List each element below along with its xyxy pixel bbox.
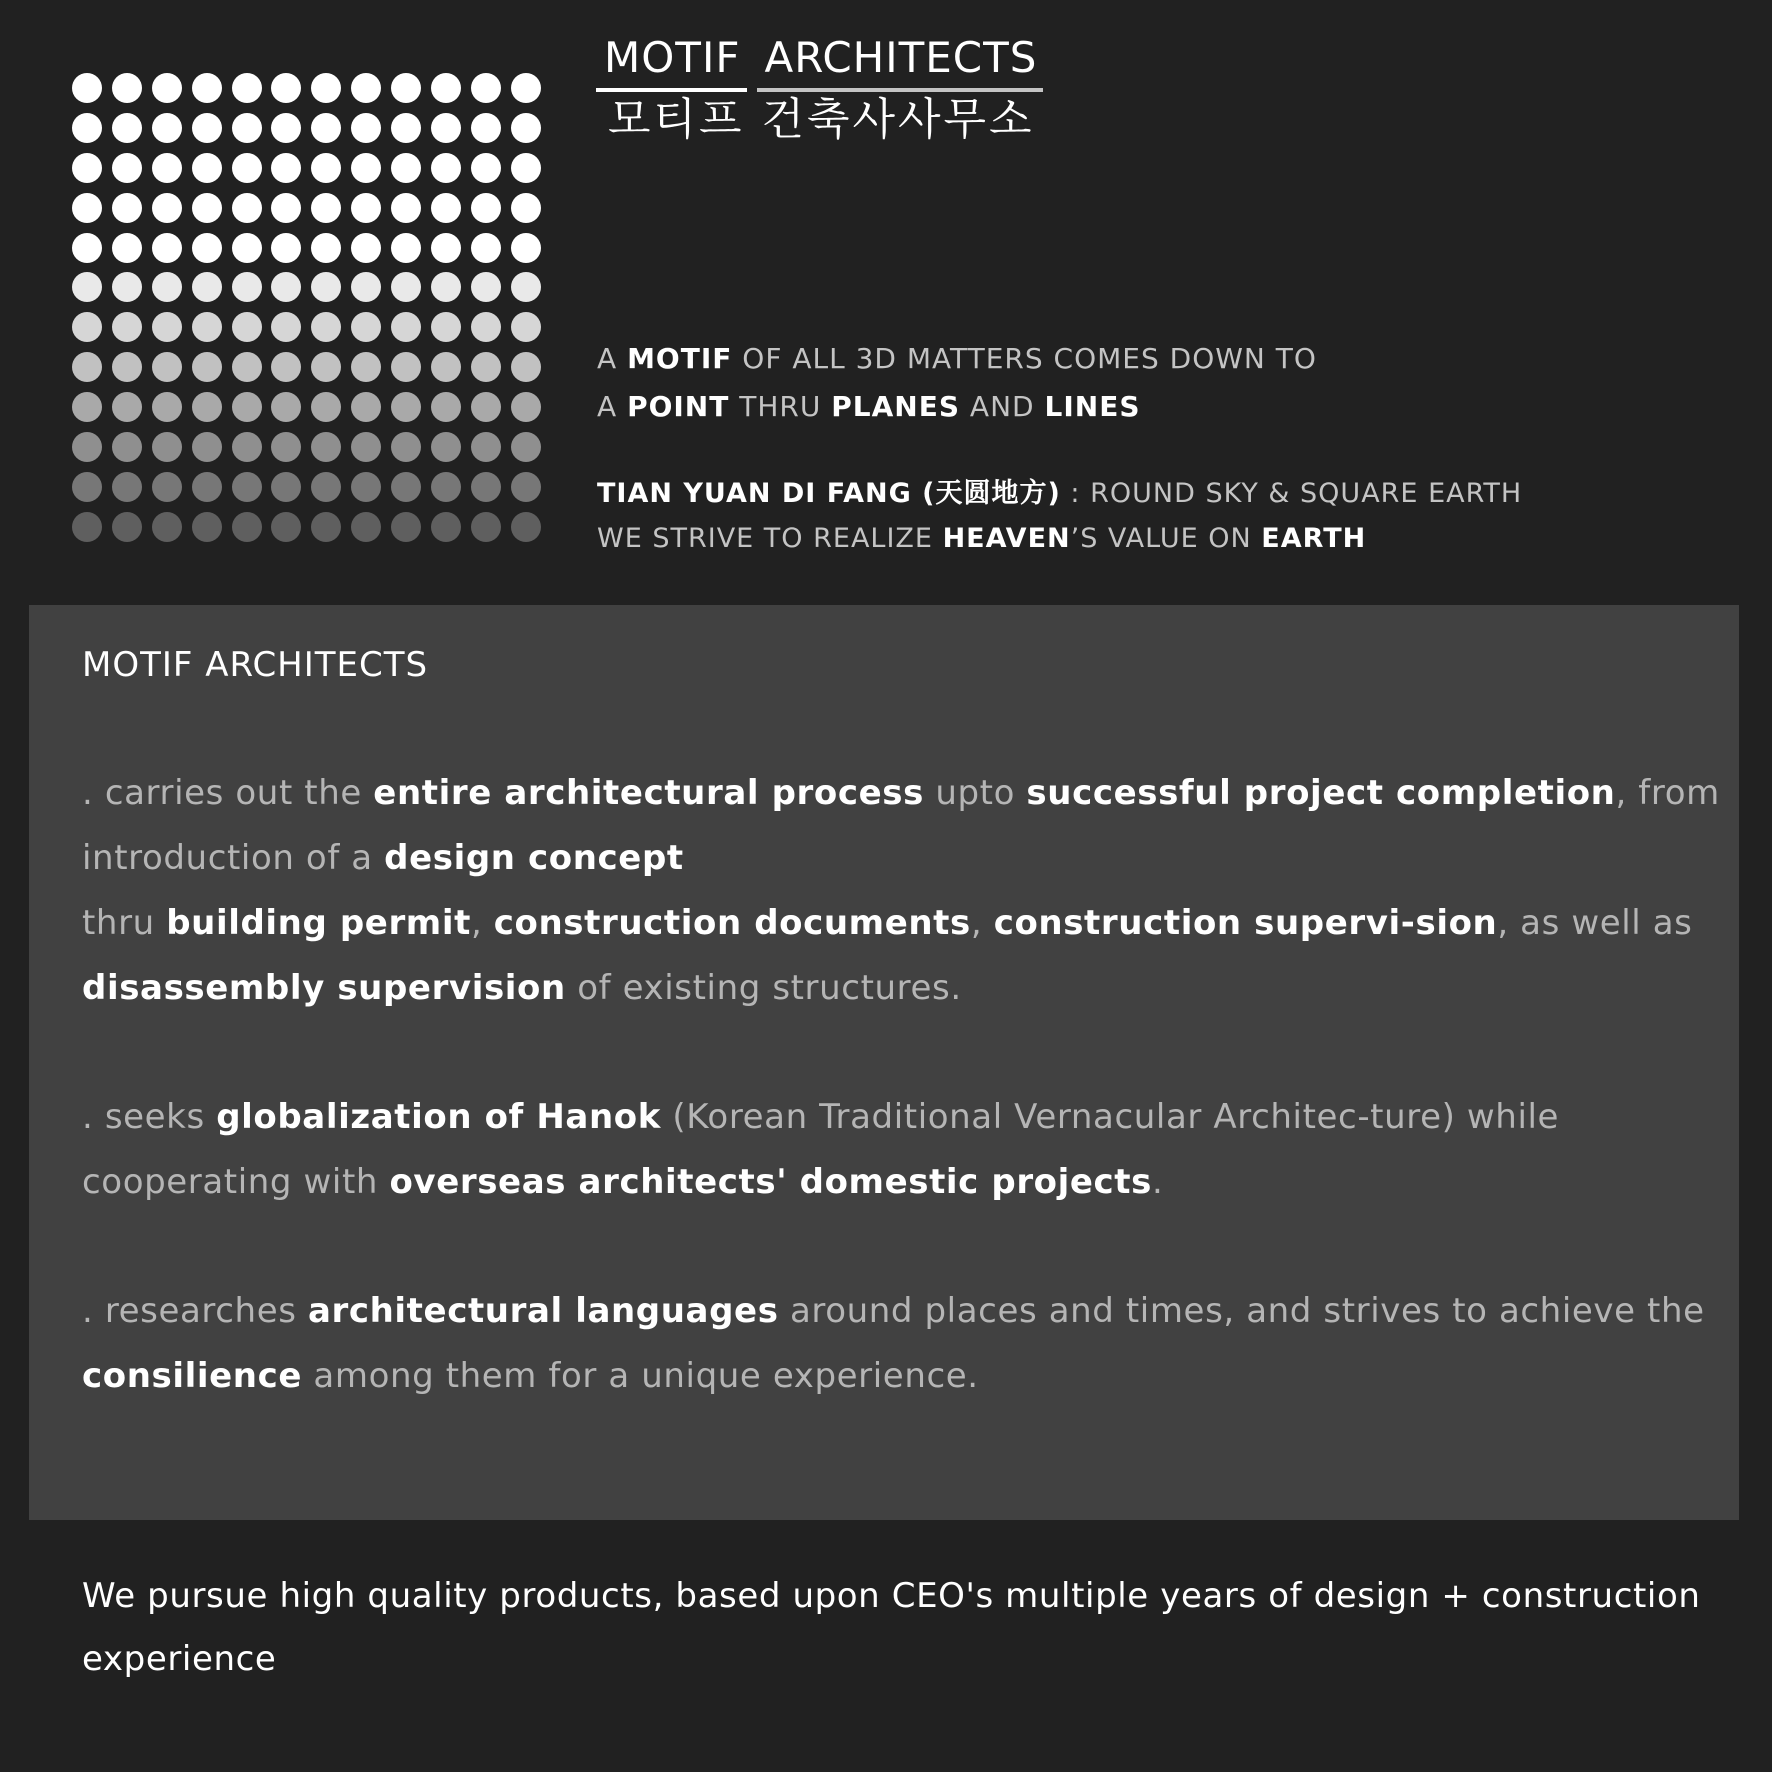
logo-dot [351, 472, 381, 502]
logo-dot [311, 272, 341, 302]
logo-dot [471, 512, 501, 542]
logo-dot [511, 472, 541, 502]
emphasis-text: HEAVEN [942, 523, 1071, 554]
logo-dot [391, 73, 421, 103]
panel-title: MOTIF ARCHITECTS [82, 645, 429, 685]
logo-dot [192, 193, 222, 223]
logo-dot [232, 73, 262, 103]
logo-dot [311, 472, 341, 502]
logo-dot [271, 432, 301, 462]
logo-dot [72, 392, 102, 422]
logo-dot [471, 153, 501, 183]
tagline-line-1 [597, 335, 1522, 383]
tagline-line-2 [597, 383, 1522, 431]
logo-dot [351, 392, 381, 422]
emphasis-text: LINES [1044, 390, 1141, 423]
logo-dot [391, 432, 421, 462]
logo-dot [431, 472, 461, 502]
emphasis-text: architectural languages [307, 1291, 779, 1331]
brand-name-korean: 모티프 건축사사무소 [608, 94, 1035, 145]
body-text: A [597, 390, 628, 423]
body-text: WE STRIVE TO REALIZE [597, 523, 943, 554]
logo-dot [431, 512, 461, 542]
logo-dot [112, 73, 142, 103]
logo-dot [391, 352, 421, 382]
logo-dot [192, 352, 222, 382]
logo-dot [232, 432, 262, 462]
logo-dot [431, 153, 461, 183]
logo-dot [311, 113, 341, 143]
emphasis-text: disassembly supervision [82, 968, 566, 1008]
logo-dot [311, 432, 341, 462]
logo-dot [351, 432, 381, 462]
logo-dot [112, 312, 142, 342]
body-text: : ROUND SKY & SQUARE EARTH [1060, 478, 1523, 509]
emphasis-text: globalization of Hanok [216, 1097, 661, 1137]
logo-dot [391, 113, 421, 143]
logo-dot [72, 312, 102, 342]
logo-dot [271, 272, 301, 302]
logo-dot [351, 73, 381, 103]
logo-dot [192, 73, 222, 103]
logo-dot [431, 392, 461, 422]
logo-dot [311, 73, 341, 103]
logo-dot [311, 352, 341, 382]
logo-dot [152, 352, 182, 382]
logo-dot [511, 153, 541, 183]
logo-dot [72, 272, 102, 302]
logo-dot [232, 512, 262, 542]
logo-dot [232, 392, 262, 422]
logo-dot [192, 432, 222, 462]
logo-dot [471, 352, 501, 382]
logo-dot [152, 312, 182, 342]
logo-dot-grid [72, 73, 541, 542]
logo-dot [431, 432, 461, 462]
logo-dot [232, 113, 262, 143]
footer-statement: We pursue high quality products, based upon CEO's multiple years of design + construction experience [82, 1576, 1701, 1679]
logo-dot [311, 392, 341, 422]
logo-dot [271, 193, 301, 223]
logo-dot [72, 73, 102, 103]
brand-block [596, 34, 1043, 146]
logo-dot [271, 352, 301, 382]
body-text: OF ALL 3D MATTERS COMES DOWN TO [732, 342, 1317, 375]
tagline-line-4 [597, 516, 1522, 561]
logo-dot [511, 193, 541, 223]
logo-dot [112, 193, 142, 223]
logo-dot [391, 272, 421, 302]
logo-dot [431, 233, 461, 263]
logo-dot [391, 153, 421, 183]
logo-dot [431, 73, 461, 103]
logo-dot [232, 352, 262, 382]
body-text: of existing structures. [565, 968, 962, 1008]
logo-dot [112, 472, 142, 502]
emphasis-text: consilience [82, 1356, 302, 1396]
logo-dot [391, 512, 421, 542]
emphasis-text: entire architectural process [373, 773, 924, 813]
logo-dot [152, 233, 182, 263]
logo-dot [511, 73, 541, 103]
body-text: . [1152, 1162, 1164, 1202]
logo-dot [112, 432, 142, 462]
logo-dot [112, 512, 142, 542]
logo-dot [311, 512, 341, 542]
logo-dot [311, 312, 341, 342]
logo-dot [271, 512, 301, 542]
logo-dot [391, 233, 421, 263]
logo-dot [72, 233, 102, 263]
logo-dot [351, 512, 381, 542]
logo-dot [391, 392, 421, 422]
logo-dot [391, 472, 421, 502]
logo-dot [471, 113, 501, 143]
logo-dot [471, 233, 501, 263]
logo-dot [391, 193, 421, 223]
logo-dot [192, 113, 222, 143]
logo-dot [232, 272, 262, 302]
logo-dot [112, 392, 142, 422]
logo-dot [192, 312, 222, 342]
logo-dot [471, 392, 501, 422]
body-text: . seeks [82, 1097, 217, 1137]
logo-dot [511, 233, 541, 263]
logo-dot [511, 512, 541, 542]
logo-dot [72, 153, 102, 183]
logo-dot [511, 113, 541, 143]
paragraph-process [82, 761, 1742, 1021]
body-text: ’S VALUE ON [1070, 523, 1262, 554]
logo-dot [232, 193, 262, 223]
logo-dot [192, 472, 222, 502]
emphasis-text: design concept [384, 838, 684, 878]
logo-dot [72, 113, 102, 143]
emphasis-text: EARTH [1261, 523, 1367, 554]
logo-dot [471, 312, 501, 342]
logo-dot [511, 352, 541, 382]
logo-dot [112, 272, 142, 302]
body-text: among them for a unique experience. [302, 1356, 979, 1396]
emphasis-text: construction documents [493, 903, 971, 943]
logo-dot [72, 352, 102, 382]
logo-dot [351, 193, 381, 223]
brand-name-en [596, 34, 1043, 92]
logo-dot [271, 392, 301, 422]
logo-dot [511, 392, 541, 422]
logo-dot [72, 512, 102, 542]
body-text: , [970, 903, 994, 943]
logo-dot [72, 193, 102, 223]
logo-dot [431, 272, 461, 302]
emphasis-text: building permit [166, 903, 471, 943]
logo-dot [511, 432, 541, 462]
logo-dot [152, 193, 182, 223]
emphasis-text: POINT [627, 390, 730, 423]
body-text: . carries out the [82, 773, 374, 813]
logo-dot [351, 113, 381, 143]
logo-dot [271, 233, 301, 263]
logo-dot [152, 392, 182, 422]
logo-dot [192, 233, 222, 263]
logo-dot [431, 113, 461, 143]
logo-dot [471, 432, 501, 462]
body-text: , from introduction of a [82, 773, 1720, 878]
logo-dot [471, 472, 501, 502]
logo-dot [511, 272, 541, 302]
logo-dot [471, 73, 501, 103]
logo-dot [271, 472, 301, 502]
brand-word-motif: MOTIF [596, 34, 747, 92]
body-text: thru [82, 903, 167, 943]
body-text: AND [960, 390, 1045, 423]
logo-dot [271, 312, 301, 342]
logo-dot [351, 272, 381, 302]
tagline-line-3 [597, 471, 1522, 516]
logo-dot [431, 193, 461, 223]
logo-dot [311, 153, 341, 183]
paragraph-research [82, 1279, 1742, 1409]
logo-dot [72, 432, 102, 462]
logo-dot [152, 113, 182, 143]
logo-dot [431, 352, 461, 382]
logo-dot [471, 272, 501, 302]
logo-dot [192, 392, 222, 422]
logo-dot [192, 272, 222, 302]
body-text: upto [923, 773, 1027, 813]
logo-dot [311, 233, 341, 263]
logo-dot [351, 312, 381, 342]
logo-dot [271, 153, 301, 183]
logo-dot [391, 312, 421, 342]
logo-dot [152, 272, 182, 302]
logo-dot [351, 153, 381, 183]
body-text: , [470, 903, 494, 943]
logo-dot [192, 153, 222, 183]
logo-dot [471, 193, 501, 223]
logo-dot [431, 312, 461, 342]
logo-dot [152, 472, 182, 502]
logo-dot [232, 153, 262, 183]
logo-dot [232, 312, 262, 342]
logo-dot [271, 73, 301, 103]
emphasis-text: overseas architects' domestic projects [389, 1162, 1153, 1202]
logo-dot [351, 352, 381, 382]
about-panel [29, 605, 1739, 1520]
logo-dot [112, 113, 142, 143]
logo-dot [152, 512, 182, 542]
emphasis-text: PLANES [831, 390, 961, 423]
logo-dot [152, 73, 182, 103]
emphasis-text: TIAN YUAN DI FANG (天圆地方) [597, 478, 1061, 509]
tagline [597, 335, 1522, 561]
logo-dot [511, 312, 541, 342]
body-text: THRU [729, 390, 832, 423]
logo-dot [112, 352, 142, 382]
logo-dot [112, 233, 142, 263]
body-text: , as well as [1497, 903, 1693, 943]
logo-dot [311, 193, 341, 223]
emphasis-text: MOTIF [627, 342, 733, 375]
emphasis-text: successful project completion [1026, 773, 1616, 813]
logo-dot [232, 233, 262, 263]
emphasis-text: construction supervi-sion [993, 903, 1498, 943]
brand-word-architects: ARCHITECTS [757, 34, 1044, 92]
logo-dot [232, 472, 262, 502]
body-text: around places and times, and strives to achieve the [778, 1291, 1705, 1331]
logo-dot [72, 472, 102, 502]
paragraph-hanok [82, 1085, 1742, 1215]
body-text: A [597, 342, 628, 375]
logo-dot [152, 432, 182, 462]
body-text: (Korean Traditional Vernacular Architec-ture) while cooperating with [82, 1097, 1560, 1202]
logo-dot [351, 233, 381, 263]
logo-dot [112, 153, 142, 183]
logo-dot [271, 113, 301, 143]
body-text: . researches [82, 1291, 308, 1331]
logo-dot [192, 512, 222, 542]
logo-dot [152, 153, 182, 183]
